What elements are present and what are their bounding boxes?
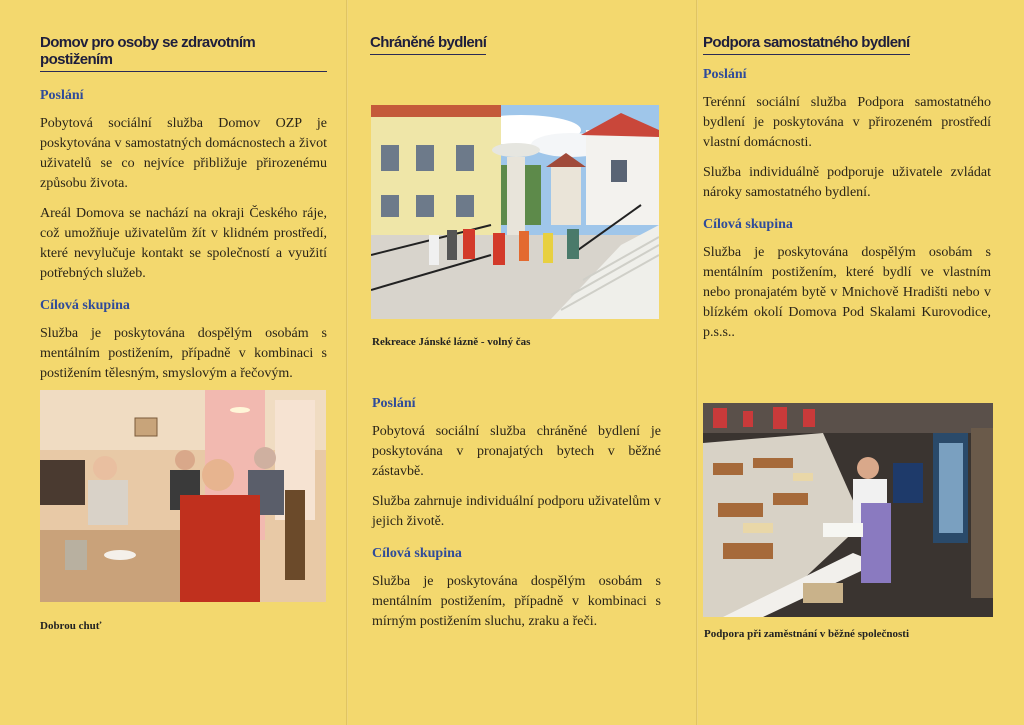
mission-text: Pobytová sociální služba chráněné bydlení je poskytována v pronajatých bytech v běžné zástavbě.: [372, 424, 661, 479]
target-group-heading: Cílová skupina: [703, 217, 793, 232]
mission-text: Areál Domova se nachází na okraji Českého ráje, což umožňuje uživatelům žít v klidném prostředí, které nevylučuje kontakt se společností a využití potřebných služeb.: [40, 206, 327, 281]
panel-title: Domov pro osoby se zdravotním postižením: [40, 34, 327, 72]
mission-text: Služba zahrnuje individuální podporu uživatelům v jejich životě.: [372, 494, 661, 529]
mission-text: Terénní sociální služba Podpora samostatného bydlení je poskytována v přirozeném prostředí vlastní domácnosti.: [703, 95, 991, 150]
target-group-text: Služba je poskytována dospělým osobám s mentálním postižením, případně v kombinaci s postižením tělesným, smyslovým a řečovým.: [40, 326, 327, 381]
photo-caption: Podpora při zaměstnání v běžné společnosti: [704, 628, 910, 640]
shop-photo: [703, 403, 993, 617]
target-group-heading: Cílová skupina: [40, 298, 130, 313]
mission-text: Služba individuálně podporuje uživatele zvládat nároky samostatného bydlení.: [703, 165, 991, 200]
photo-caption: Rekreace Jánské lázně - volný čas: [372, 336, 531, 348]
target-group-text: Služba je poskytována dospělým osobám s mentálním postižením, případně v kombinaci s mírným postižením sluchu, zraku a řeči.: [372, 574, 661, 629]
panel-chranene-bydleni: [348, 0, 697, 725]
mission-text: Pobytová sociální služba Domov OZP je poskytována v samostatných domácnostech a život uživatelů se co nejvíce přibližuje přirozenému způsobu života.: [40, 116, 327, 191]
panel-domov-ozp: [0, 0, 347, 725]
target-group-text: Služba je poskytována dospělým osobám s mentálním postižením, které bydlí ve vlastním nebo pronajatém bytě v Mnichově Hradišti nebo v blízkém okolí Domova Pod Skalami Kurovodice, p.s.s..: [703, 245, 991, 340]
panel-podpora-bydleni: [698, 0, 1024, 725]
mission-heading: Poslání: [703, 67, 747, 82]
dining-photo: [40, 390, 326, 602]
target-group-heading: Cílová skupina: [372, 546, 462, 561]
spa-town-photo: [371, 105, 659, 319]
panel-title: Chráněné bydlení: [370, 34, 486, 55]
panel-title: Podpora samostatného bydlení: [703, 34, 910, 55]
photo-caption: Dobrou chuť: [40, 620, 102, 632]
mission-heading: Poslání: [372, 396, 416, 411]
mission-heading: Poslání: [40, 88, 84, 103]
